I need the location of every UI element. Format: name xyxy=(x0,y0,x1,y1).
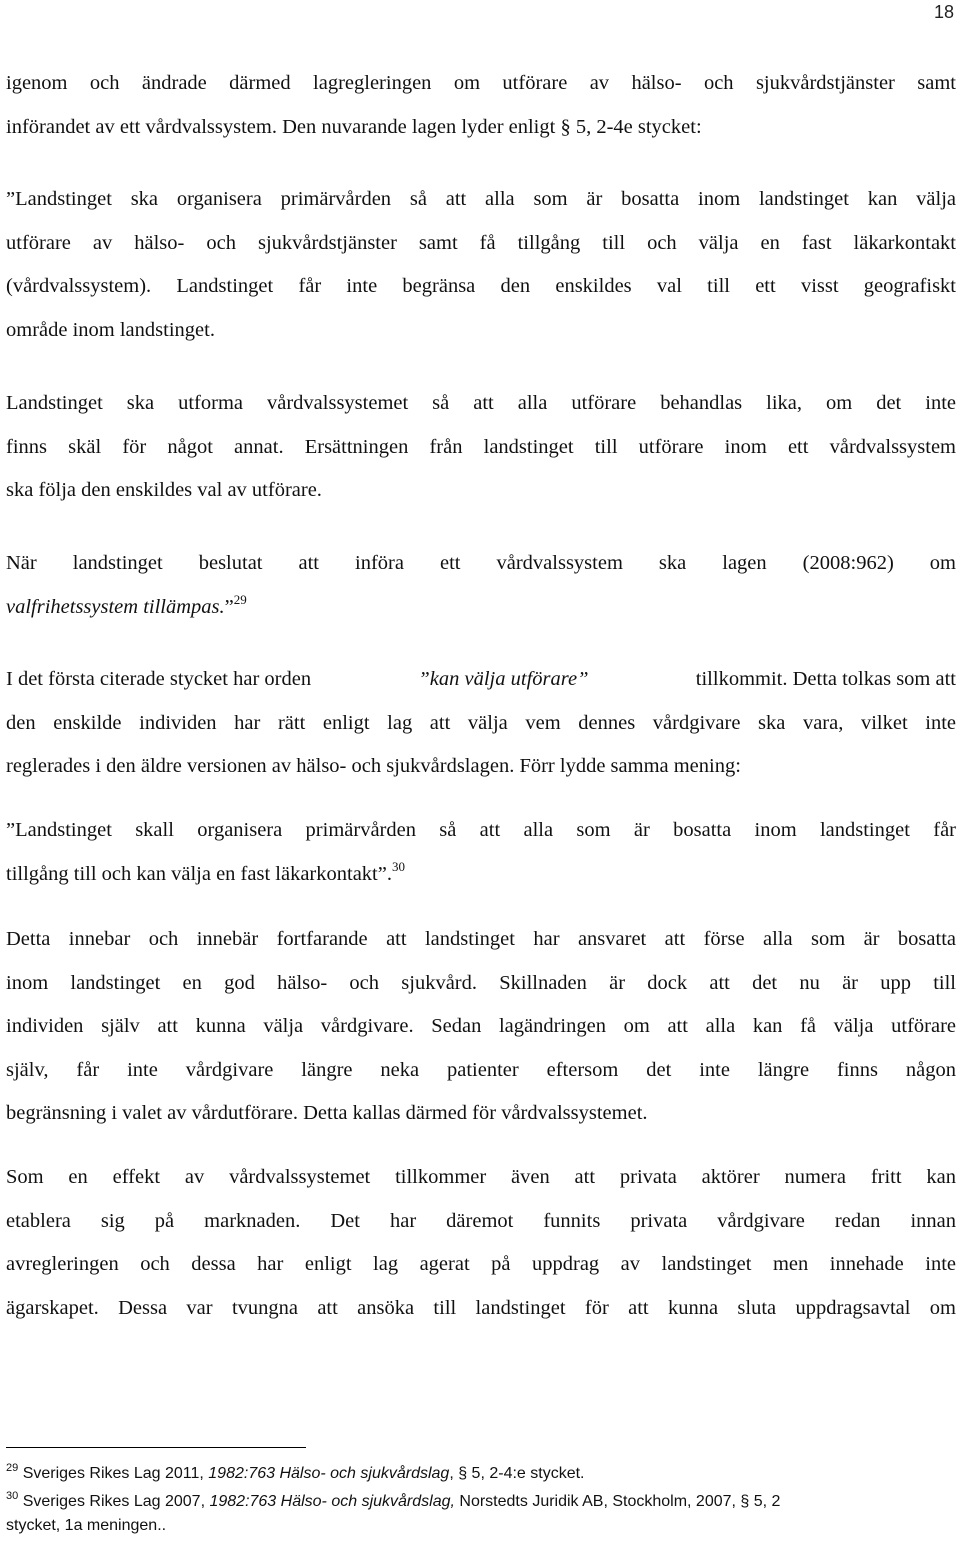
text-line: avregleringen och dessa har enligt lag agerat på uppdrag av landstinget men innehade inte xyxy=(6,1253,956,1275)
text-line: När landstinget beslutat att införa ett vårdvalssystem ska lagen (2008:962) om xyxy=(6,552,956,574)
footnote-italic: 1982:763 Hälso- och sjukvårdslag, xyxy=(209,1493,455,1510)
paragraph-consequence xyxy=(6,918,956,1136)
footnote-ref-29[interactable]: 29 xyxy=(233,591,247,607)
quote-block-4 xyxy=(6,809,956,896)
text-line: Detta innebar och innebär fortfarande att landstinget har ansvaret att förse alla som är bosatta xyxy=(6,928,956,950)
text-line: själv, får inte vårdgivare längre neka patienter eftersom det inte längre finns någon xyxy=(6,1058,956,1081)
text-line: (vårdvalssystem). Landstinget får inte begränsa den enskildes val till ett visst geografiskt xyxy=(6,275,956,297)
italic-text: ”kan välja utförare” xyxy=(418,668,589,690)
footnote-mark: 30 xyxy=(6,1490,19,1502)
quote-block-1 xyxy=(6,178,956,352)
page-number: 18 xyxy=(933,2,954,22)
text-line: inom landstinget en god hälso- och sjukvård. Skillnaden är dock att det nu är upp till xyxy=(6,971,956,994)
text-line: den enskilde individen har rätt enligt lag att välja vem dennes vårdgivare ska vara, vilket inte xyxy=(6,711,956,734)
footnote-29 xyxy=(6,1462,946,1486)
text-line: Som en effekt av vårdvalssystemet tillkommer även att privata aktörer numera fritt kan xyxy=(6,1166,956,1188)
footnote-text: Sveriges Rikes Lag 2011, xyxy=(18,1465,209,1482)
paragraph-effect xyxy=(6,1156,956,1330)
footnote-text: , § 5, 2-4:e stycket. xyxy=(449,1465,585,1482)
italic-text: valfrihetssystem tillämpas. xyxy=(6,595,225,618)
quote-block-2 xyxy=(6,382,956,513)
text-line xyxy=(6,658,956,702)
footnote-mark: 29 xyxy=(6,1462,19,1474)
text-line: ”Landstinget ska organisera primärvården så att alla som är bosatta inom landstinget kan välja xyxy=(6,188,956,210)
text-line: reglerades i den äldre versionen av hälso- och sjukvårdslagen. Förr lydde samma mening: xyxy=(6,755,741,777)
text-line: införandet av ett vårdvalssystem. Den nuvarande lagen lyder enligt § 5, 2-4e stycket: xyxy=(6,115,702,138)
text-segment: tillkommit. Detta tolkas som att xyxy=(690,668,956,690)
footnote-text: stycket, 1a meningen.. xyxy=(6,1517,167,1534)
text-line xyxy=(6,853,956,897)
paragraph-intro xyxy=(6,62,956,149)
text-line: Landstinget ska utforma vårdvalssystemet så att alla utförare behandlas lika, om det inte xyxy=(6,392,956,414)
text-line: utförare av hälso- och sjukvårdstjänster samt få tillgång till och välja en fast läkarkontakt xyxy=(6,231,956,254)
footnote-italic: 1982:763 Hälso- och sjukvårdslag xyxy=(208,1465,450,1482)
text-line: individen själv att kunna välja vårdgivare. Sedan lagändringen om att alla kan få välja utförare xyxy=(6,1015,956,1037)
paragraph-analysis xyxy=(6,658,956,789)
text-line: etablera sig på marknaden. Det har däremot funnits privata vårdgivare redan innan xyxy=(6,1209,956,1232)
text-segment: tillgång till och kan välja en fast läkarkontakt”. xyxy=(6,862,392,885)
text-line: begränsning i valet av vårdutförare. Detta kallas därmed för vårdvalssystemet. xyxy=(6,1102,648,1124)
text-line: ägarskapet. Dessa var tvungna att ansöka till landstinget för att kunna sluta uppdragsavtal om xyxy=(6,1296,956,1319)
footnote-text: Sveriges Rikes Lag 2007, xyxy=(18,1493,210,1510)
quote-block-3 xyxy=(6,542,956,629)
footnote-ref-30[interactable]: 30 xyxy=(391,858,405,874)
text-line xyxy=(6,586,956,630)
footnote-text: Norstedts Juridik AB, Stockholm, 2007, § 5, 2 xyxy=(454,1493,781,1510)
text-line: finns skäl för något annat. Ersättningen från landstinget till utförare inom ett vårdvalssystem xyxy=(6,435,956,458)
footnote-30 xyxy=(6,1490,946,1538)
text-line: igenom och ändrade därmed lagregleringen om utförare av hälso- och sjukvårdstjänster samt xyxy=(6,72,956,94)
text-line: område inom landstinget. xyxy=(6,318,215,341)
closing-quote: ” xyxy=(224,595,234,618)
text-line: ”Landstinget skall organisera primärvården så att alla som är bosatta inom landstinget får xyxy=(6,819,956,841)
footnote-separator xyxy=(6,1447,306,1448)
text-line: ska följa den enskildes val av utförare. xyxy=(6,479,322,501)
text-segment: I det första citerade stycket har orden xyxy=(6,668,317,690)
